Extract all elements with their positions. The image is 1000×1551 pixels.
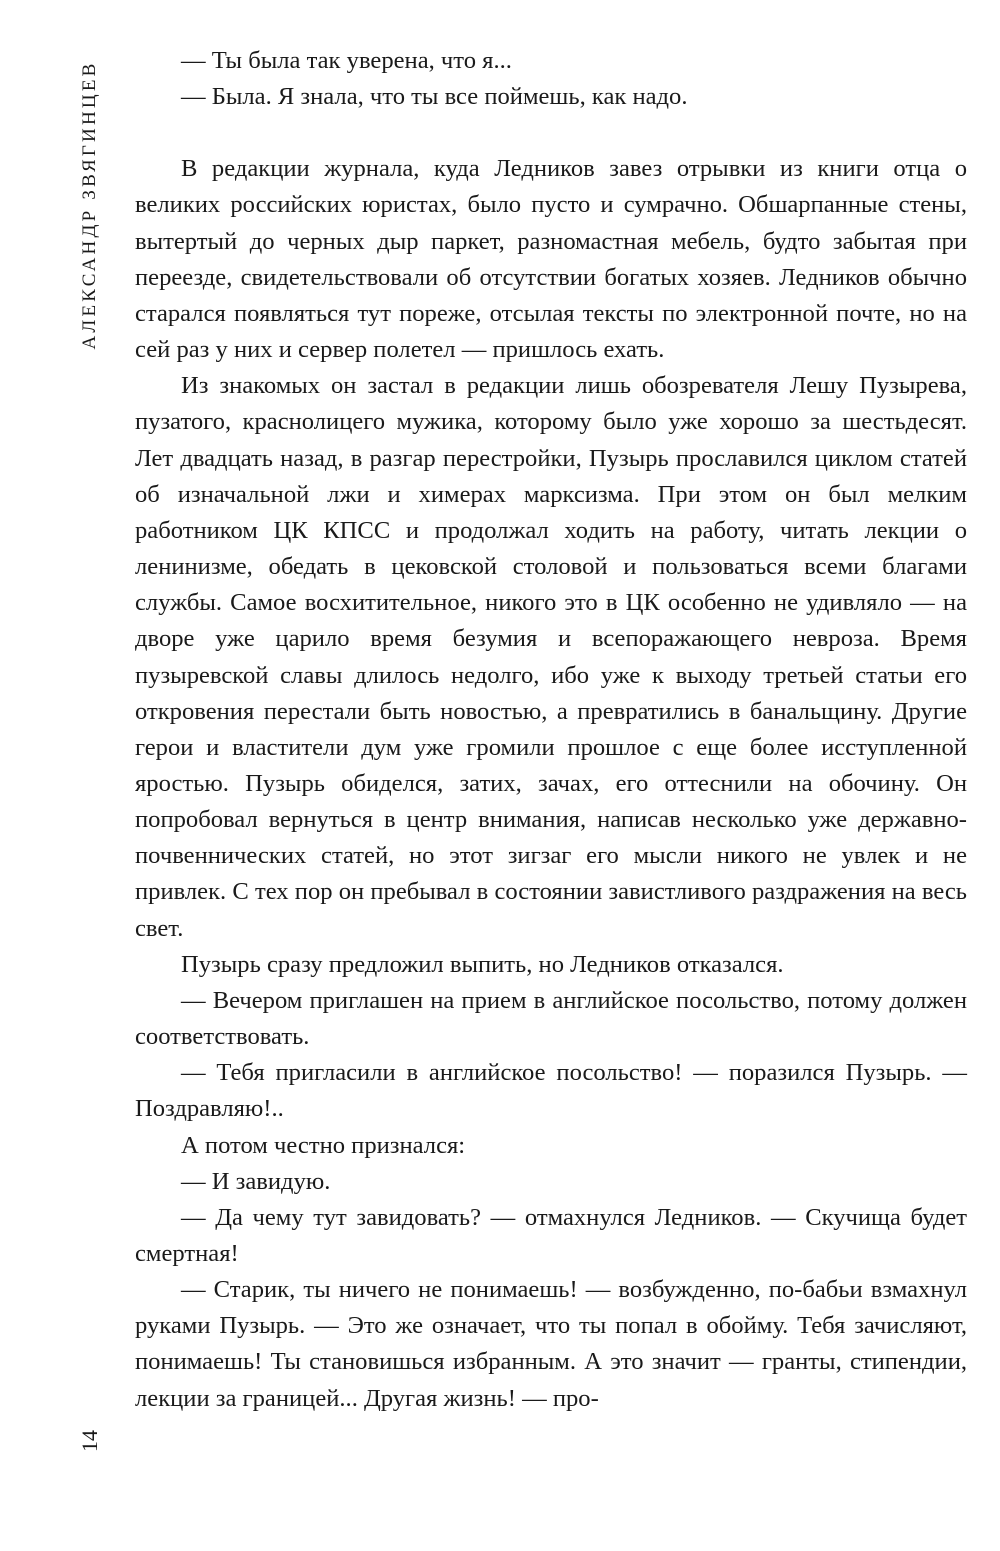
page-number [68, 1416, 112, 1466]
body-text [135, 43, 967, 1417]
paragraph: Пузырь сразу предложил выпить, но Ледников отказался. [181, 950, 784, 978]
paragraph: А потом честно признался: [181, 1131, 466, 1159]
page-number-text: 14 [77, 1430, 102, 1452]
paragraph: Из знакомых он застал в редакции лишь обозревателя Лешу Пузырева, пузатого, краснолицего мужика, которому было уже хорошо за шестьдесят. Лет двадцать назад, в разгар перестройки, Пузырь прославился циклом статей об изначальной лжи и химерах марксизма. При этом он был мелким работником ЦК КПСС и продолжал ходить на работу, читать лекции о ленинизме, обедать в цековской столовой и пользоваться всеми благами службы. Самое восхитительное, никого это в ЦК особенно не удивляло — на дворе уже царило время безумия и всепоражающего невроза. Время пузыревской славы длилось недолго, ибо уже к выходу третьей статьи его откровения перестали быть новостью, а превратились в банальщину. Другие герои и властители дум уже громили прошлое с еще более исступленной яростью. Пузырь обиделся, затих, зачах, его оттеснили на обочину. Он попробовал вернуться в центр внимания, написав несколько уже державно-почвеннических статей, но этот зигзаг его мысли никого не увлек и не привлек. С тех пор он пребывал в состоянии завистливого раздражения на весь свет. [135, 372, 967, 942]
dialogue-line: — Да чему тут завидовать? — отмахнулся Ледников. — Скучища будет смертная! [135, 1203, 967, 1267]
dialogue-line: — И завидую. [181, 1167, 331, 1195]
dialogue-line: — Старик, ты ничего не понимаешь! — возбужденно, по-бабьи взмахнул руками Пузырь. — Это же означает, что ты попал в обойму. Тебя зачисляют, понимаешь! Ты становишься избранным. А это значит — гранты, стипендии, лекции за границей... Другая жизнь! — про- [135, 1276, 967, 1412]
dialogue-line: — Ты была так уверена, что я... [181, 47, 512, 74]
running-head [68, 40, 112, 370]
running-head-text: АЛЕКСАНДР ЗВЯГИНЦЕВ [79, 60, 100, 350]
paragraph: В редакции журнала, куда Ледников завез отрывки из книги отца о великих российских юристах, было пусто и сумрачно. Обшарпанные стены, вытертый до черных дыр паркет, разномастная мебель, будто забытая при переезде, свидетельствовали об отсутствии богатых хозяев. Ледников обычно старался появляться тут пореже, отсылая тексты по электронной почте, но на сей раз у них и сервер полетел — пришлось ехать. [135, 155, 967, 364]
dialogue-line: — Вечером приглашен на прием в английское посольство, потому должен соответствовать. [135, 986, 967, 1051]
dialogue-line: — Тебя пригласили в английское посольство! — поразился Пузырь. — Поздравляю!.. [135, 1059, 967, 1123]
dialogue-line: — Была. Я знала, что ты все поймешь, как надо. [181, 83, 688, 111]
